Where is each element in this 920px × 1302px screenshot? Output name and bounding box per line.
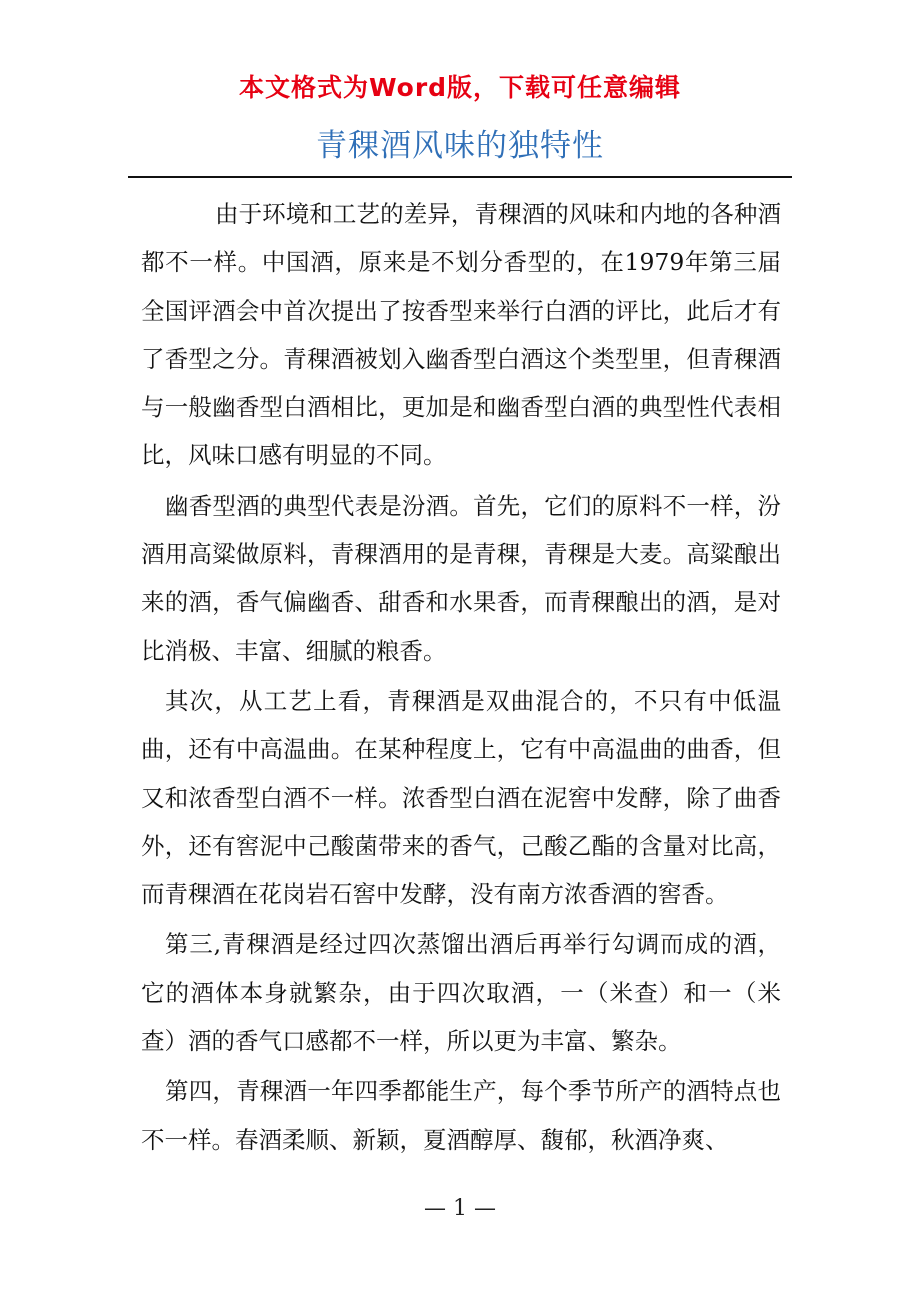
format-notice: 本文格式为Word版，下载可任意编辑 <box>238 73 682 102</box>
paragraph-3: 其次，从工艺上看，青稞酒是双曲混合的，不只有中低温曲，还有中高温曲。在某种程度上，它有中高温曲的曲香，但又和浓香型白酒不一样。浓香型白酒在泥窖中发酵，除了曲香外，还有窖泥中己酸菌带来的香气，己酸乙酯的含量对比高，而青稞酒在花岗岩石窖中发酵，没有南方浓香酒的窖香。 <box>141 686 781 909</box>
paragraph-1: 由于环境和工艺的差异，青稞酒的风味和内地的各种酒都不一样。中国酒，原来是不划分香型的，在1979年第三届全国评酒会中首次提出了按香型来举行白酒的评比，此后才有了香型之分。青稞酒被划入幽香型白酒这个类型里，但青稞酒与一般幽香型白酒相比，更加是和幽香型白酒的典型性代表相比，风味口感有明显的不同。 <box>141 200 781 470</box>
paragraph-4: 第三,青稞酒是经过四次蒸馏出酒后再举行勾调而成的酒，它的酒体本身就繁杂，由于四次取酒，一（米查）和一（米查）酒的香气口感都不一样，所以更为丰富、繁杂。 <box>141 930 781 1056</box>
document-body <box>141 190 781 1164</box>
title-divider <box>128 176 792 178</box>
paragraph-5: 第四，青稞酒一年四季都能生产，每个季节所产的酒特点也不一样。春酒柔顺、新颖，夏酒醇厚、馥郁，秋酒净爽、 <box>141 1077 781 1154</box>
document-title: 青稞酒风味的独特性 <box>316 128 604 164</box>
page-number: — 1 — <box>424 1196 496 1221</box>
paragraph-2: 幽香型酒的典型代表是汾酒。首先，它们的原料不一样，汾酒用高粱做原料，青稞酒用的是青稞，青稞是大麦。高粱酿出来的酒，香气偏幽香、甜香和水果香，而青稞酿出的酒，是对比消极、丰富、细腻的粮香。 <box>141 491 781 665</box>
